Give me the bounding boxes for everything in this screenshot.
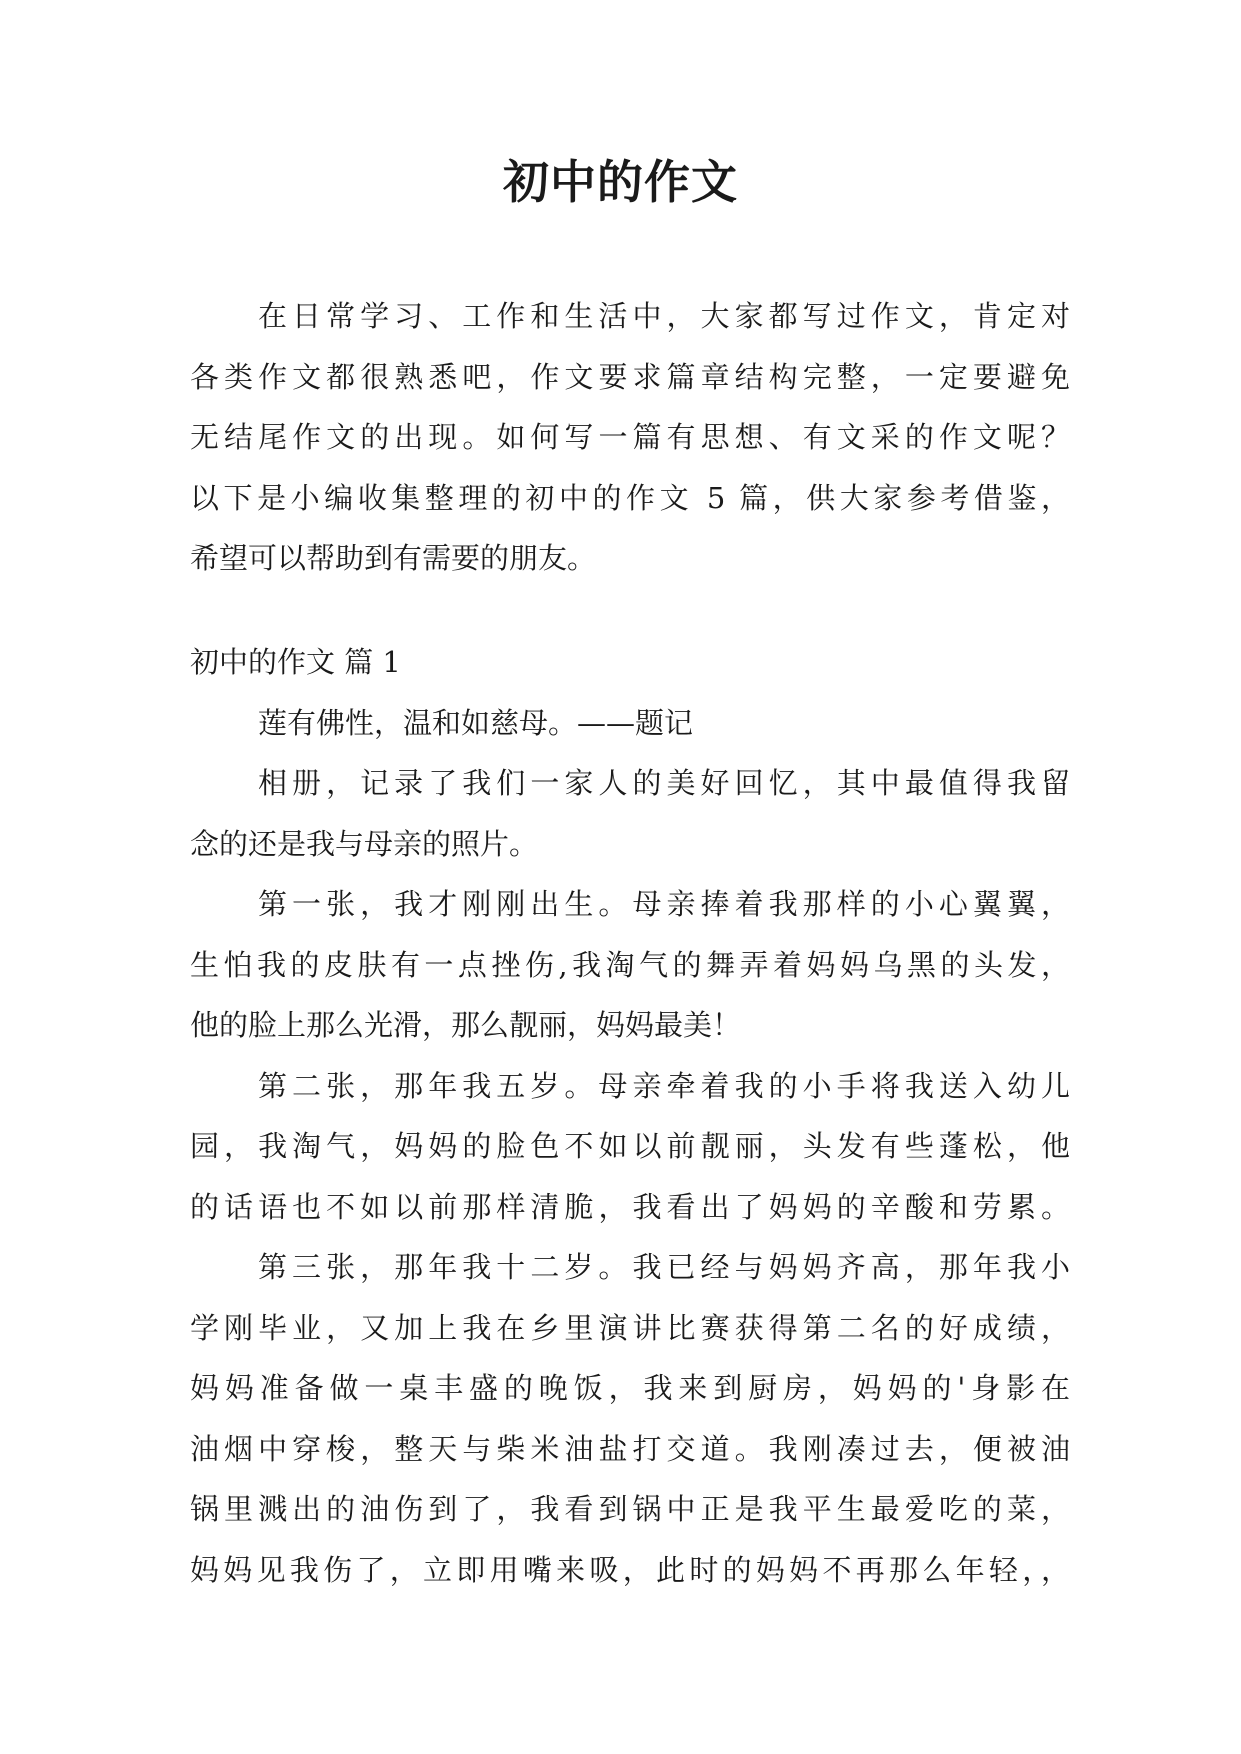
text-line: 生怕我的皮肤有一点挫伤,我淘气的舞弄着妈妈乌黑的头发，	[190, 947, 1070, 982]
intro-paragraph	[190, 286, 1070, 589]
page-title: 初中的作文	[503, 155, 738, 209]
text-line: 各类作文都很熟悉吧，作文要求篇章结构完整，一定要避免	[190, 359, 1070, 394]
text-line: 无结尾作文的出现。如何写一篇有思想、有文采的作文呢？	[190, 420, 1070, 454]
text-line: 希望可以帮助到有需要的朋友。	[190, 541, 597, 575]
text-line: 第三张，那年我十二岁。我已经与妈妈齐高，那年我小	[258, 1250, 1070, 1284]
text-line: 园，我淘气，妈妈的脸色不如以前靓丽，头发有些蓬松，他	[190, 1129, 1070, 1163]
text-line: 妈妈见我伤了，立即用嘴来吸，此时的妈妈不再那么年轻，，	[190, 1552, 1070, 1587]
text-line: 锅里溅出的油伤到了，我看到锅中正是我平生最爱吃的菜，	[190, 1492, 1070, 1526]
text-line: 妈妈准备做一桌丰盛的晚饭，我来到厨房，妈妈的'身影在	[190, 1371, 1070, 1405]
text-line: 相册，记录了我们一家人的美好回忆，其中最值得我留	[258, 766, 1070, 800]
text-line: 的话语也不如以前那样清脆，我看出了妈妈的辛酸和劳累。	[190, 1189, 1070, 1224]
text-line: 他的脸上那么光滑，那么靓丽，妈妈最美！	[190, 1008, 742, 1042]
text-line: 学刚毕业，又加上我在乡里演讲比赛获得第二名的好成绩，	[190, 1310, 1070, 1345]
text-line: 油烟中穿梭，整天与柴米油盐打交道。我刚凑过去，便被油	[190, 1431, 1070, 1466]
essay-section	[190, 632, 1070, 1600]
epigraph-line: 莲有佛性，温和如慈母。——题记	[258, 705, 694, 740]
section-heading: 初中的作文 篇 1	[190, 645, 401, 679]
text-line: 第一张，我才刚刚出生。母亲捧着我那样的小心翼翼，	[258, 887, 1070, 921]
text-line: 在日常学习、工作和生活中，大家都写过作文，肯定对	[258, 299, 1070, 333]
text-line: 念的还是我与母亲的照片。	[190, 826, 539, 861]
text-line: 以下是小编收集整理的初中的作文 5 篇，供大家参考借鉴，	[190, 480, 1070, 515]
text-line: 第二张，那年我五岁。母亲牵着我的小手将我送入幼儿	[258, 1068, 1070, 1103]
